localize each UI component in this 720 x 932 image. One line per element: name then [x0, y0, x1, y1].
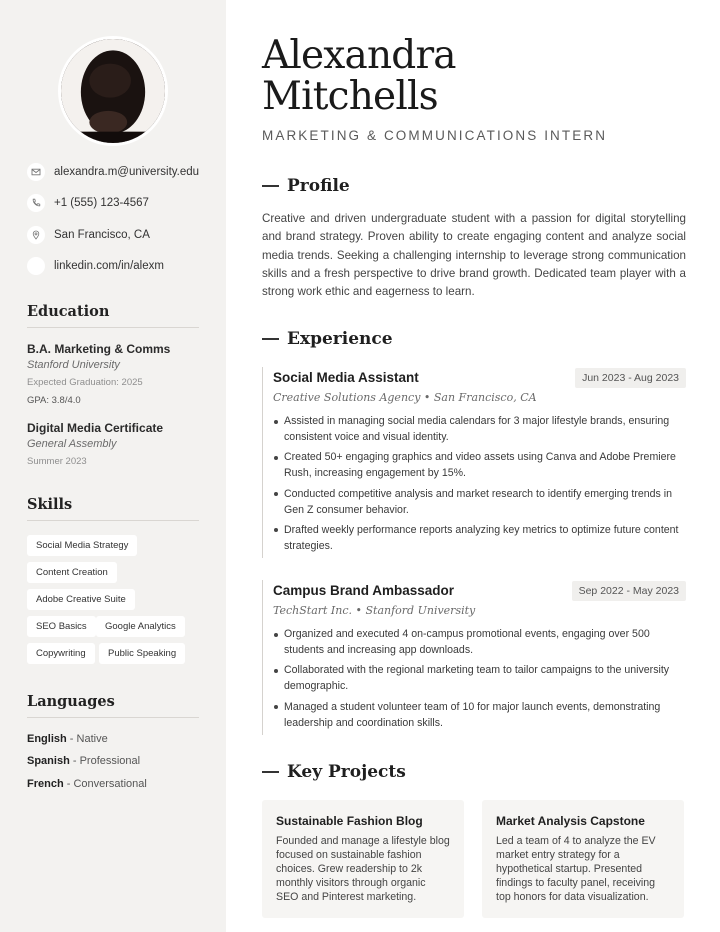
languages-heading: Languages	[27, 693, 115, 710]
education-gpa: GPA: 3.8/4.0	[27, 395, 81, 406]
contact-linkedin[interactable]	[27, 256, 217, 276]
language-item: English - Native	[27, 733, 108, 745]
position-title: Social Media Assistant	[273, 370, 419, 385]
education-school: Stanford University	[27, 359, 120, 371]
heading-dash	[262, 771, 279, 773]
list-item: Collaborated with the regional marketing team to tailor campaigns to the university demographic.	[273, 662, 686, 694]
project-title: Market Analysis Capstone	[496, 814, 645, 828]
experience-entry	[262, 367, 686, 558]
skill-tag: Social Media Strategy	[27, 535, 137, 556]
candidate-name: Alexandra Mitchells	[262, 33, 456, 119]
position-title: Campus Brand Ambassador	[273, 583, 455, 598]
linkedin-icon	[27, 257, 45, 275]
profile-heading: Profile	[262, 176, 350, 196]
contact-location	[27, 225, 217, 245]
list-item: Created 50+ engaging graphics and video assets using Canva and Adobe Premiere Rush, increasing engagement by 15%.	[273, 449, 686, 481]
list-item: Organized and executed 4 on-campus promotional events, engaging over 500 students and increasing app downloads.	[273, 626, 686, 658]
list-item: Assisted in managing social media calendars for 3 major lifestyle brands, ensuring consistent voice and visual identity.	[273, 413, 686, 445]
skill-tag: Copywriting	[27, 643, 95, 664]
skill-tag: Content Creation	[27, 562, 117, 583]
contact-email[interactable]	[27, 162, 217, 182]
project-description: Led a team of 4 to analyze the EV market entry strategy for a hypothetical startup. Presented findings to faculty panel, receiving top honors for data visualization.	[496, 835, 656, 903]
location-text: San Francisco, CA	[54, 229, 150, 241]
phone-text: +1 (555) 123-4567	[54, 197, 149, 209]
skill-tag: Adobe Creative Suite	[27, 589, 135, 610]
education-degree: B.A. Marketing & Comms	[27, 342, 171, 356]
education-heading: Education	[27, 303, 110, 320]
phone-icon	[27, 194, 45, 212]
linkedin-text: linkedin.com/in/alexm	[54, 260, 164, 272]
education-date: Summer 2023	[27, 456, 87, 467]
email-text: alexandra.m@university.edu	[54, 166, 200, 178]
date-badge: Jun 2023 - Aug 2023	[575, 368, 686, 388]
list-item: Conducted competitive analysis and market research to identify emerging trends in Gen Z consumer behavior.	[273, 486, 686, 518]
education-graduation: Expected Graduation: 2025	[27, 377, 143, 388]
mail-icon	[27, 163, 45, 181]
language-item: French - Conversational	[27, 778, 147, 790]
project-card	[262, 800, 464, 918]
experience-heading: Experience	[262, 329, 393, 349]
skill-tag: SEO Basics	[27, 616, 96, 637]
education-degree: Digital Media Certificate	[27, 421, 164, 435]
list-item: Drafted weekly performance reports analyzing key metrics to optimize future content strategies.	[273, 522, 686, 554]
experience-entry	[262, 580, 686, 735]
projects-heading: Key Projects	[262, 762, 406, 782]
organization: TechStart Inc. • Stanford University	[273, 604, 476, 617]
location-icon	[27, 226, 45, 244]
heading-dash	[262, 338, 279, 340]
project-card	[482, 800, 684, 918]
list-item: Managed a student volunteer team of 10 for major launch events, demonstrating leadership and coordination skills.	[273, 699, 686, 731]
contact-phone[interactable]	[27, 193, 217, 213]
sidebar	[0, 0, 226, 932]
divider	[27, 717, 199, 718]
skill-tag: Public Speaking	[99, 643, 185, 664]
language-item: Spanish - Professional	[27, 755, 141, 767]
project-description: Founded and manage a lifestyle blog focused on sustainable fashion choices. Grew readership to 2k monthly visitors through organic SEO and Pinterest marketing.	[276, 835, 450, 903]
portrait-image	[61, 39, 165, 143]
education-school: General Assembly	[27, 438, 117, 450]
heading-dash	[262, 185, 279, 187]
organization: Creative Solutions Agency • San Francisco, CA	[273, 391, 537, 404]
profile-summary: Creative and driven undergraduate student with a passion for digital storytelling and brand strategy. Proven ability to create engaging content and analyze social media trends. Seeking a challenging internship to leverage strong communication skills and a fresh perspective to drive brand growth. Dedicated team player with a strong work ethic and eagerness to learn.	[262, 212, 686, 299]
avatar	[58, 36, 168, 146]
divider	[27, 327, 199, 328]
date-badge: Sep 2022 - May 2023	[572, 581, 686, 601]
project-title: Sustainable Fashion Blog	[276, 814, 423, 828]
job-title-header: MARKETING & COMMUNICATIONS INTERN	[262, 128, 608, 143]
divider	[27, 520, 199, 521]
skill-tag: Google Analytics	[96, 616, 185, 637]
main-content	[226, 0, 720, 932]
skills-heading: Skills	[27, 496, 73, 513]
